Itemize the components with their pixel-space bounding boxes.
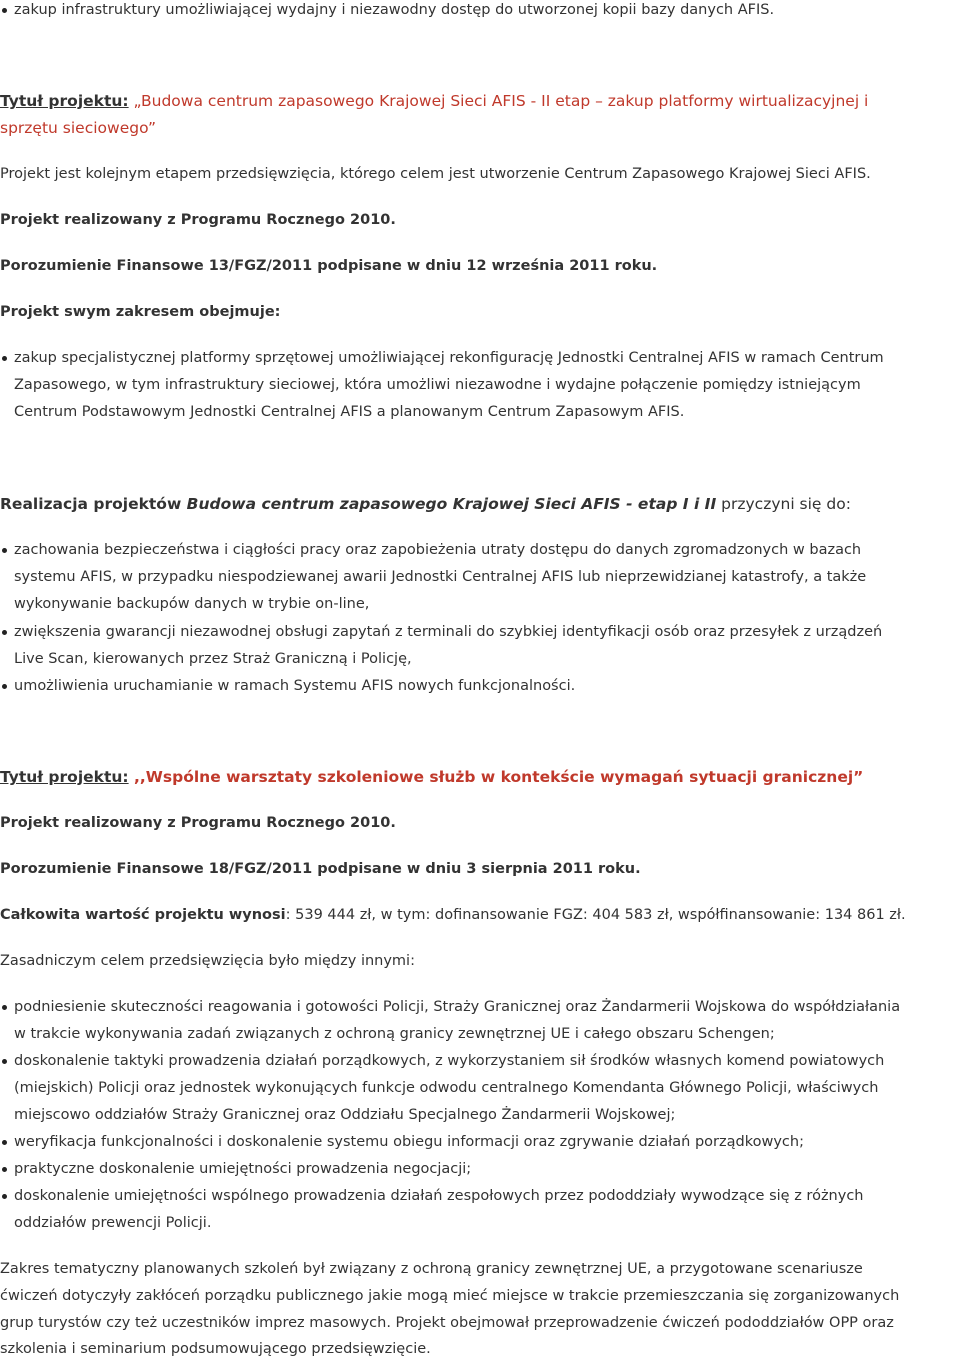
project-intro: Projekt jest kolejnym etapem przedsięwzięcia, którego celem jest utworzenie Centrum Zapasowego Krajowej Sieci AFIS. — [0, 166, 871, 182]
list-item: doskonalenie umiejętności wspólnego prowadzenia działań zespołowych przez pododdziały wywodzące się z różnych — [14, 1188, 864, 1204]
list-item: zakup specjalistycznej platformy sprzętowej umożliwiającej rekonfigurację Jednostki Centralnej AFIS w ramach Centrum — [14, 350, 884, 366]
list-item-cont: wykonywanie backupów danych w trybie on-line, — [14, 596, 370, 612]
list-item: zachowania bezpieczeństwa i ciągłości pracy oraz zapobieżenia utraty dostępu do danych zgromadzonych w bazach — [14, 542, 862, 558]
list-item: umożliwienia uruchamianie w ramach Systemu AFIS nowych funkcjonalności. — [14, 678, 576, 694]
project-value: Całkowita wartość projektu wynosi: 539 444 zł, w tym: dofinansowanie FGZ: 404 583 zł, współfinansowanie: 134 861 zł. — [0, 907, 906, 923]
section-lead: Realizacja projektów Budowa centrum zapasowego Krajowej Sieci AFIS - etap I i II przyczyni się do: — [0, 495, 851, 513]
list-item: podniesienie skuteczności reagowania i gotowości Policji, Straży Granicznej oraz Żandarmerii Wojskowa do współdziałania — [14, 999, 901, 1015]
list-item: weryfikacja funkcjonalności i doskonalenie systemu obiegu informacji oraz zgrywanie działań porządkowych; — [14, 1134, 804, 1150]
list-item-cont: Centrum Podstawowym Jednostki Centralnej AFIS a planowanym Centrum Zapasowym AFIS. — [14, 404, 685, 420]
list-item: doskonalenie taktyki prowadzenia działań porządkowych, z wykorzystaniem sił środków własnych komend powiatowych — [14, 1053, 885, 1069]
list-item-cont: miejscowo oddziałów Straży Granicznej oraz Oddziału Specjalnego Żandarmerii Wojskowej; — [14, 1107, 676, 1123]
scope-label: Projekt swym zakresem obejmuje: — [0, 304, 281, 320]
list-item-cont: w trakcie wykonywania zadań związanych z ochroną granicy zewnętrznej UE i całego obszaru Schengen; — [14, 1026, 775, 1042]
paragraph-line: ćwiczeń dotyczyły zakłóceń porządku publicznego jakie mogą mieć miejsce w trakcie przemieszczania się zorganizowanych — [0, 1288, 900, 1304]
paragraph-line: szkolenia i seminarium podsumowującego przedsięwzięcie. — [0, 1341, 431, 1357]
list-item-cont: (miejskich) Policji oraz jednostek wykonujących funkcje odwodu centralnego Komendanta Głównego Policji, właściwych — [14, 1080, 879, 1096]
list-item-cont: Zapasowego, w tym infrastruktury sieciowej, która umożliwi niezawodne i wydajne połączenie pomiędzy istniejącym — [14, 377, 861, 393]
agreement-note: Porozumienie Finansowe 13/FGZ/2011 podpisane w dniu 12 września 2011 roku. — [0, 258, 658, 274]
list-item-cont: oddziałów prewencji Policji. — [14, 1215, 212, 1231]
list-item: zwiększenia gwarancji niezawodnej obsługi zapytań z terminali do szybkiej identyfikacji osób oraz przesyłek z urządzeń — [14, 624, 883, 640]
project-title: Tytuł projektu: „Budowa centrum zapasowego Krajowej Sieci AFIS - II etap – zakup platformy wirtualizacyjnej i — [0, 92, 869, 110]
goal-label: Zasadniczym celem przedsięwzięcia było między innymi: — [0, 953, 415, 969]
list-item-cont: systemu AFIS, w przypadku niespodziewanej awarii Jednostki Centralnej AFIS lub nieprzewidzianej katastrofy, a także — [14, 569, 867, 585]
paragraph-line: Zakres tematyczny planowanych szkoleń był związany z ochroną granicy zewnętrznej UE, a przygotowane scenariusze — [0, 1261, 863, 1277]
agreement-note: Porozumienie Finansowe 18/FGZ/2011 podpisane w dniu 3 sierpnia 2011 roku. — [0, 861, 641, 877]
project-title-cont: sprzętu sieciowego” — [0, 119, 157, 137]
list-item-cont: Live Scan, kierowanych przez Straż Graniczną i Policję, — [14, 651, 412, 667]
program-note: Projekt realizowany z Programu Rocznego 2010. — [0, 212, 396, 228]
paragraph-line: grup turystów czy też uczestników imprez masowych. Projekt obejmował przeprowadzenie ćwiczeń pododdziałów OPP oraz — [0, 1315, 894, 1331]
project-title: Tytuł projektu: ,,Wspólne warsztaty szkoleniowe służb w kontekście wymagań sytuacji granicznej” — [0, 768, 864, 786]
list-item: zakup infrastruktury umożliwiającej wydajny i niezawodny dostęp do utworzonej kopii bazy danych AFIS. — [0, 0, 774, 20]
program-note: Projekt realizowany z Programu Rocznego 2010. — [0, 815, 396, 831]
list-item: praktyczne doskonalenie umiejętności prowadzenia negocjacji; — [14, 1161, 472, 1177]
